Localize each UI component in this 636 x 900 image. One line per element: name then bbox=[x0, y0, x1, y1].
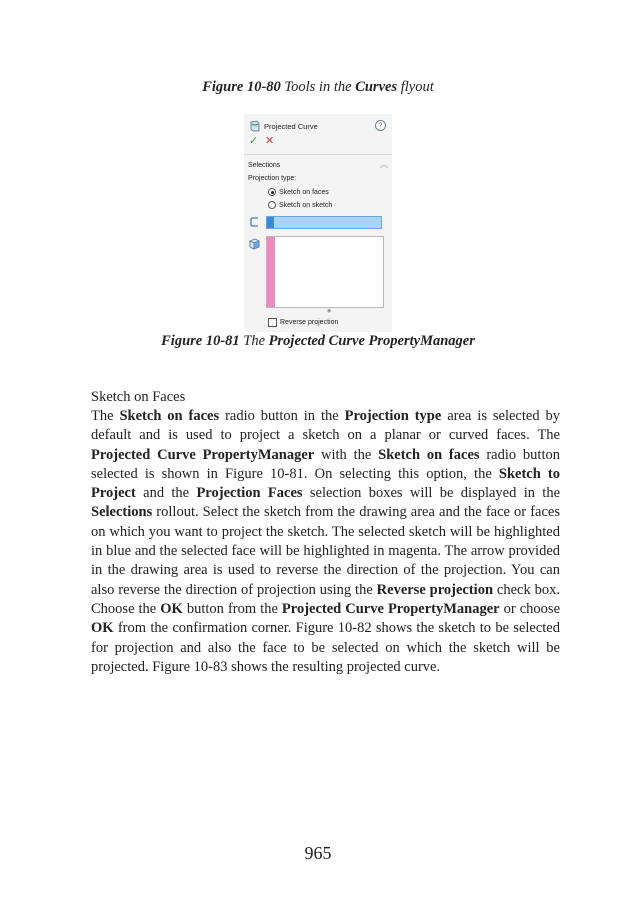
radio-sketch-on-sketch[interactable]: Sketch on sketch bbox=[268, 200, 332, 210]
projected-curve-property-manager bbox=[244, 114, 392, 332]
projection-faces-selection-box[interactable] bbox=[266, 236, 384, 308]
radio-unselected-icon[interactable] bbox=[268, 201, 276, 209]
checkbox-icon[interactable] bbox=[268, 318, 277, 327]
selections-rollout-label: Selections bbox=[248, 162, 281, 169]
body-paragraph: The Sketch on faces radio button in the Projection type area is selected by default and is used to project a sketch on a planar or curved faces. The Projected Curve PropertyManager with the Sketch on faces radio button selected is shown in Figure 10-81. On selecting this option, the Sketch to Project and the Projection Faces selection boxes will be displayed in the Selections rollout. Select the sketch from the drawing area and the face or faces on which you want to project the sketch. The selected sketch will be highlighted in blue and the selected face will be highlighted in magenta. The arrow provided in the drawing area is used to reverse the direction of the projection. You can also reverse the direction of projection using the Reverse projection check box. Choose the OK button from the Projected Curve PropertyManager or choose OK from the confirmation corner. Figure 10-82 shows the sketch to be selected for projection and also the face to be selected on which the sketch will be projected. Figure 10-83 shows the resulting projected curve. bbox=[91, 408, 561, 675]
section-heading: Sketch on Faces bbox=[91, 389, 186, 405]
help-icon[interactable]: ? bbox=[375, 120, 386, 131]
pm-title: Projected Curve bbox=[264, 122, 318, 131]
figure-number: Figure 10-81 bbox=[161, 333, 240, 349]
projection-type-label: Projection type: bbox=[248, 175, 297, 182]
ok-button[interactable]: ✓ bbox=[249, 135, 259, 147]
page-number: 965 bbox=[304, 843, 332, 863]
radio-selected-icon[interactable] bbox=[268, 188, 276, 196]
figure-number: Figure 10-80 bbox=[202, 79, 281, 95]
figure-10-80-caption: Figure 10-80 Tools in the Curves flyout bbox=[202, 79, 434, 95]
projected-curve-icon bbox=[250, 120, 260, 132]
resize-handle-icon[interactable]: ◉ bbox=[327, 308, 332, 314]
radio-sketch-on-faces[interactable]: Sketch on faces bbox=[268, 187, 329, 197]
reverse-projection-checkbox[interactable]: Reverse projection bbox=[268, 318, 338, 327]
sketch-to-project-icon bbox=[250, 217, 259, 227]
curves-label: Curves bbox=[355, 79, 398, 95]
pm-name: Projected Curve PropertyManager bbox=[268, 333, 475, 349]
cancel-button[interactable]: ✕ bbox=[265, 135, 275, 147]
projection-faces-icon bbox=[249, 238, 260, 250]
figure-10-81-caption: Figure 10-81 The Projected Curve PropertyManager bbox=[161, 333, 475, 349]
sketch-to-project-selection-box[interactable] bbox=[266, 216, 382, 229]
divider bbox=[244, 154, 392, 155]
collapse-chevron-icon[interactable]: ︿ bbox=[380, 160, 388, 169]
